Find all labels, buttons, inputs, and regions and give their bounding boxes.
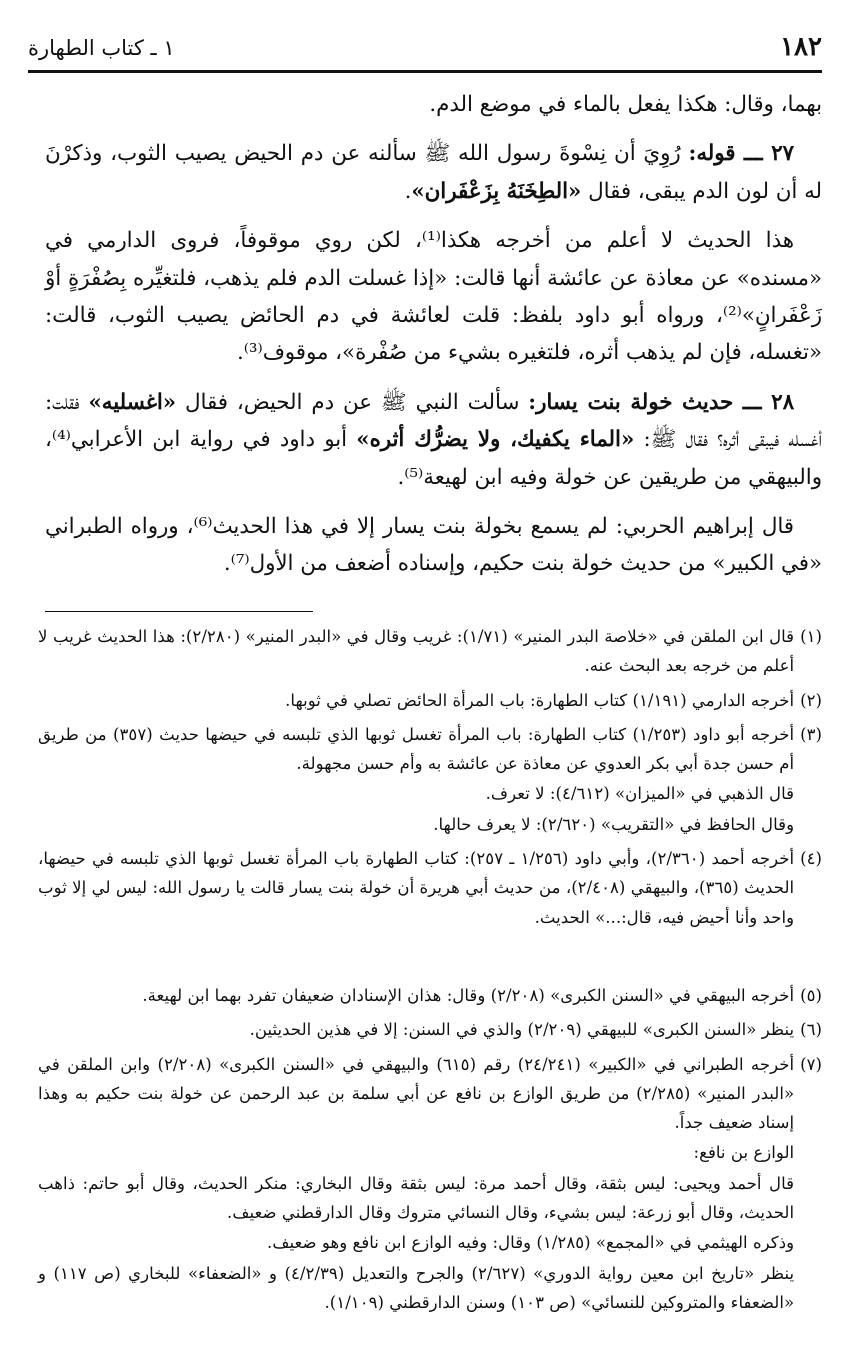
footnote-separator bbox=[45, 611, 313, 612]
footnote-number: (٣) bbox=[800, 724, 822, 744]
footnote-line: قال أحمد ويحيى: ليس بثقة، وقال أحمد مرة: ليس بثقة وقال البخاري: منكر الحديث، وقال أبو حاتم: ذاهب الحديث، وقال أبو زرعة: ليس بشيء، وقال النسائي متروك وقال الدارقطني ضعيف. bbox=[38, 1173, 795, 1223]
chapter-title: ١ ـ كتاب الطهارة bbox=[28, 36, 175, 60]
footnote-body bbox=[38, 1015, 794, 1045]
hadith-28-lead: ٢٨ ـــ حديث خولة بنت يسار: bbox=[528, 389, 795, 415]
footnote-line: أخرجه البيهقي في «السنن الكبرى» (٢/٢٠٨) وقال: هذان الإسنادان ضعيفان تفرد بهما ابن لهيعة. bbox=[142, 985, 795, 1005]
footnote-line: أخرجه الدارمي (١/١٩١) كتاب الطهارة: باب المرأة الحائض تصلي في ثوبها. bbox=[285, 690, 795, 710]
footnote-body bbox=[38, 720, 794, 840]
paragraph-28 bbox=[45, 384, 822, 496]
footnote-line: أخرجه أحمد (٢/٣٦٠)، وأبي داود (١/٢٥٦ ـ ٢٥٧): كتاب الطهارة باب المرأة تغسل ثوبها الذي تلبسه في حيضها، الحديث (٣٦٥)، والبيهقي (٢/٤٠٨)، من حديث أبي هريرة أن خولة بنت يسار قالت يا رسول الله: ليس لي إلا ثوب واحد وأنا أحيض فيه، قال:...» الحديث. bbox=[38, 849, 795, 927]
page-number: ١٨٢ bbox=[780, 32, 822, 62]
footnote bbox=[38, 981, 822, 1011]
hadith-28-text-a: سألت النبي ﷺ عن دم الحيض، فقال bbox=[176, 389, 529, 415]
footnote-number: (٦) bbox=[800, 1020, 822, 1040]
footnote bbox=[38, 844, 822, 933]
footnote-line: وذكره الهيثمي في «المجمع» (١/٢٨٥) وقال: وفيه الوازع ابن نافع وهو ضعيف. bbox=[267, 1233, 795, 1253]
paragraph-continuation: بهما، وقال: هكذا يفعل بالماء في موضع الدم. bbox=[429, 92, 822, 117]
hadith-27-lead: ٢٧ ـــ قوله: bbox=[688, 141, 794, 167]
footnote bbox=[38, 686, 822, 716]
footnote-line: أخرجه الطبراني في «الكبير» (٢٤/٢٤١) رقم (٦١٥) والبيهقي في «السنن الكبرى» (٢/٢٠٨) وابن الملقن في «البدر المنير» (٢/٢٨٥) من طريق الوازع بن نافع عن أبي سلمة بن عبد الرحمن عن خولة بنت حكيم به وهذا إسناد ضعيف جداً. bbox=[38, 1054, 795, 1133]
footnote-line: ينظر «تاريخ ابن معين رواية الدوري» (٢/٦٢٧) والجرح والتعديل (٤/٢/٣٩) و «الضعفاء» للبخاري (ص ١١٧) و «الضعفاء والمتروكين للنسائي» (ص ١٠٣) وسنن الدارقطني (١/١٠٩). bbox=[38, 1263, 795, 1312]
footnote bbox=[38, 622, 822, 682]
hadith-27-text: رُوِيَ أن نِسْوةَ رسول الله ﷺ سألنه عن دم الحيض يصيب الثوب، وذكرْنَ له أن لون الدم يبقى، فقال bbox=[45, 141, 822, 204]
footnote-number: (٥) bbox=[800, 985, 822, 1005]
footnote-number: (٤) bbox=[800, 849, 822, 869]
footnote-body bbox=[38, 981, 794, 1011]
hadith-27-quote: «الطِخَنَهُ بِزَعْفَران» bbox=[411, 178, 582, 204]
paragraph-commentary-2: قال إبراهيم الحربي: لم يسمع بخولة بنت يسار إلا في هذا الحديث⁽⁶⁾، ورواه الطبراني «في الكبير» من حديث خولة بنت حكيم، وإسناده أضعف من الأول⁽⁷⁾. bbox=[45, 514, 822, 577]
footnote bbox=[38, 1050, 822, 1319]
hadith-28-quote-2: «الماء يكفيك، ولا يضرُّك أثره» bbox=[356, 427, 635, 453]
footnote-line: قال الذهبي في «الميزان» (٤/٦١٢): لا تعرف. bbox=[485, 784, 795, 804]
footnote-number: (٧) bbox=[800, 1054, 822, 1074]
main-text bbox=[45, 86, 822, 595]
hadith-28-text-c: أبو داود في رواية ابن الأعرابي⁽⁴⁾، والبيهقي من طريقين عن خولة وفيه ابن لهيعة⁽⁵⁾. bbox=[45, 427, 822, 490]
footnote bbox=[38, 1015, 822, 1045]
paragraph-commentary-1: هذا الحديث لا أعلم من أخرجه هكذا⁽¹⁾، لكن روي موقوفاً، فروى الدارمي في «مسنده» عن معاذة عن عائشة أنها قالت: «إذا غسلت الدم فلم يذهب، فلتغيِّره بِصُفْرَةٍ أوْ زَعْفَرانٍ»⁽²⁾، ورواه أبو داود بلفظ: قلت لعائشة في دم الحائض يصيب الثوب، قالت: «تغسله، فإن لم يذهب أثره، فلتغيره بشيء من صُفْرة»، موقوف⁽³⁾. bbox=[45, 228, 822, 366]
hadith-28-quote-1: «اغسليه» bbox=[88, 389, 177, 415]
footnote-line: وقال الحافظ في «التقريب» (٢/٦٢٠): لا يعرف حالها. bbox=[433, 814, 795, 834]
hadith-28-text-b: فقلت: أغسله فيبقى أثره؟ فقال ﷺ: bbox=[45, 389, 823, 453]
footnote-line: قال ابن الملقن في «خلاصة البدر المنير» (١/٧١): غريب وقال في «البدر المنير» (٢/٢٨٠): هذا الحديث غريب لا أعلم من خرجه بعد البحث عنه. bbox=[38, 627, 795, 676]
footnote-body bbox=[38, 622, 794, 682]
footnote-body bbox=[38, 686, 794, 716]
hadith-27-end: . bbox=[404, 178, 412, 204]
footnote-line: ينظر «السنن الكبرى» للبيهقي (٢/٢٠٩) والذي في السنن: إلا في هذين الحديثين. bbox=[249, 1020, 795, 1040]
footnote-body bbox=[38, 1050, 794, 1319]
paragraph-27 bbox=[45, 135, 822, 210]
footnote-line: أخرجه أبو داود (١/٢٥٣) كتاب الطهارة: باب المرأة تغسل ثوبها الذي تلبسه في حيضها حديث (٣٥٧) من طريق أم حسن جدة أبي بكر العدوي عن معاذة عن عائشة به وأم حسن مجهولة. bbox=[38, 724, 795, 774]
footnote bbox=[38, 720, 822, 840]
footnote-line: الوازع بن نافع: bbox=[693, 1143, 795, 1163]
footnote-number: (٢) bbox=[800, 690, 822, 710]
running-header bbox=[28, 28, 822, 73]
footnote-body bbox=[38, 844, 794, 933]
footnotes bbox=[38, 622, 822, 1322]
footnote-number: (١) bbox=[800, 627, 822, 646]
